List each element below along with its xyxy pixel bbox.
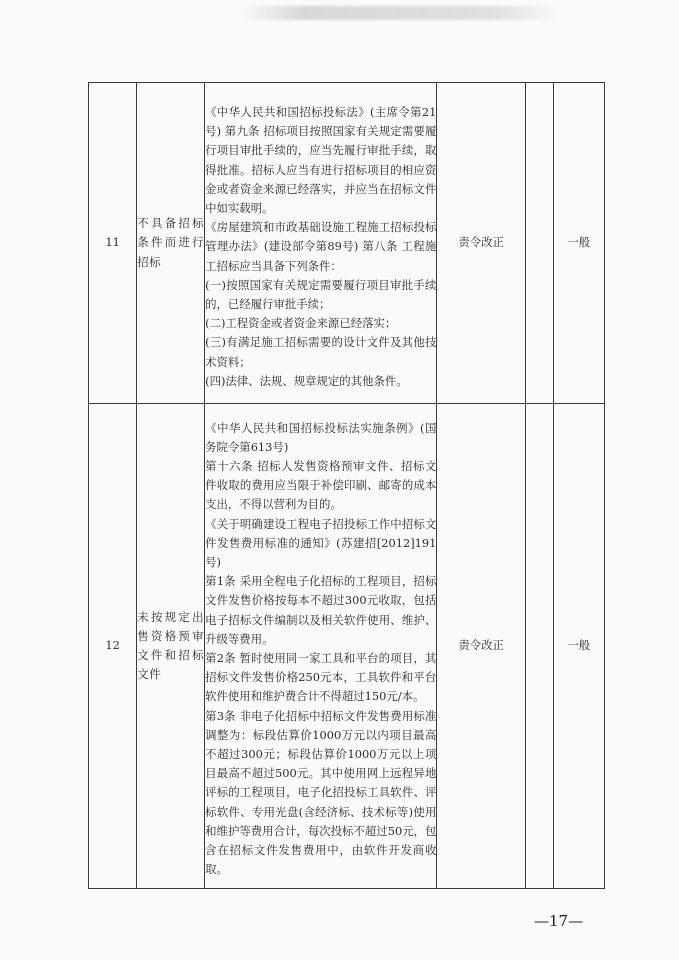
handling-action: 责令改正 bbox=[437, 83, 525, 404]
severity-level: 一般 bbox=[553, 83, 604, 404]
basis-paragraph: 《中华人民共和国招标投标法实施条例》(国务院令第613号) bbox=[205, 420, 437, 454]
table-row bbox=[89, 83, 605, 404]
basis-paragraph: 第2条 暂时使用同一家工具和平台的项目，其招标文件发售价格250元本，工具软件和平台软件使用和维护费合计不得超过150元/本。 bbox=[205, 651, 437, 704]
basis-paragraph: 第3条 非电子化招标中招标文件发售费用标准调整为：标段估算价1000万元以内项目最高不超过300元；标段估算价1000万元以上项目最高不超过500元。其中使用网上远程异地评标的工程项目，电子化招投标工具软件、评标软件、专用光盘(含经济标、技术标等)使用和维护等费用合计，每次投标不超过50元，包含在招标文件发售费用中，由软件开发商收取。 bbox=[205, 708, 437, 877]
empty-cell bbox=[525, 83, 553, 404]
violation-item: 未按规定出售资格预审文件和招标文件 bbox=[137, 404, 205, 889]
severity-level: 一般 bbox=[553, 404, 604, 889]
row-number: 11 bbox=[89, 83, 137, 404]
table-row bbox=[89, 404, 605, 889]
regulation-table bbox=[88, 82, 605, 889]
handling-action: 责令改正 bbox=[437, 404, 525, 889]
bleed-through-header bbox=[240, 6, 560, 20]
violation-item: 不具备招标条件而进行招标 bbox=[137, 83, 205, 404]
page-number: —17— bbox=[534, 912, 584, 930]
basis-paragraph: (四)法律、法规、规章规定的其他条件。 bbox=[205, 373, 408, 388]
legal-basis bbox=[205, 83, 437, 404]
basis-paragraph: 《房屋建筑和市政基础设施工程施工招标投标管理办法》(建设部令第89号) 第八条 工程施工招标应当具备下列条件： bbox=[205, 220, 437, 273]
basis-paragraph: (二)工程资金或者资金来源已经落实； bbox=[205, 316, 397, 331]
basis-paragraph: (三)有满足施工招标需要的设计文件及其他技术资料； bbox=[205, 335, 437, 369]
basis-paragraph: 第1条 采用全程电子化招标的工程项目，招标文件发售价格按每本不超过300元收取，包括电子招标文件编制以及相关软件使用、维护、升级等费用。 bbox=[205, 574, 437, 646]
basis-paragraph: (一)按照国家有关规定需要履行项目审批手续的，已经履行审批手续； bbox=[205, 277, 437, 311]
row-number: 12 bbox=[89, 404, 137, 889]
basis-paragraph: 《中华人民共和国招标投标法》(主席令第21号) 第九条 招标项目按照国家有关规定需要履行项目审批手续的，应当先履行审批手续，取得批准。招标人应当有进行招标项目的相应资金或者资金来源已经落实，并应当在招标文件中如实载明。 bbox=[205, 104, 437, 215]
empty-cell bbox=[525, 404, 553, 889]
basis-paragraph: 《关于明确建设工程电子招投标工作中招标文件发售费用标准的通知》(苏建招[2012]191号) bbox=[205, 516, 437, 569]
basis-paragraph: 第十六条 招标人发售资格预审文件、招标文件收取的费用应当限于补偿印刷、邮寄的成本支出，不得以营利为目的。 bbox=[205, 458, 437, 512]
legal-basis bbox=[205, 404, 437, 889]
